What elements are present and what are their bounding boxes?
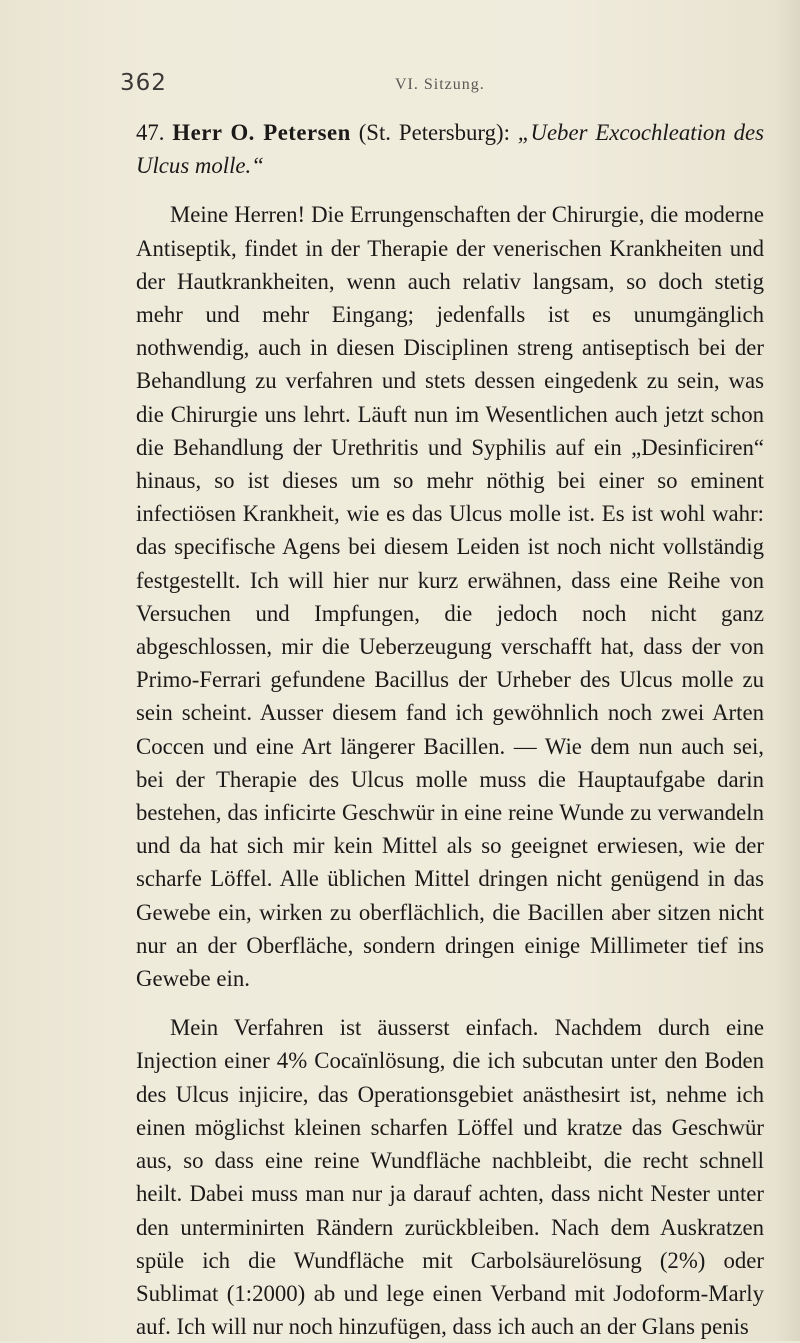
running-head: VI. Sitzung. [395,76,485,93]
page-header [120,70,690,100]
article-number: 47. [136,120,165,145]
page-body [136,116,764,1343]
heading-spacer [136,182,764,198]
speaker-city: (St. Petersburg): [358,120,510,145]
speaker-name: Herr O. Petersen [172,120,351,145]
page-number: 362 [120,70,167,96]
body-paragraph: Mein Verfahren ist äusserst einfach. Nachdem durch eine Injection einer 4% Cocaïnlösung, die ich subcutan unter den Boden des Ulcus injicire, das Operationsgebiet anästhesirt ist, nehme ich einen möglichst kleinen scharfen Löffel und kratze das Geschwür aus, so dass eine reine Wundfläche nachbleibt, die recht schnell heilt. Dabei muss man nur ja darauf achten, dass nicht Nester unter den unterminirten Rändern zurückbleiben. Nach dem Auskratzen spüle ich die Wundfläche mit Carbolsäurelösung (2%) oder Sublimat (1:2000) ab und lege einen Verband mit Jodoform-Marly auf. Ich will nur noch hinzufügen, dass ich auch an der Glans penis [136,1015,764,1340]
body-paragraph: Meine Herren! Die Errungenschaften der Chirurgie, die moderne Antiseptik, findet in der Therapie der venerischen Krankheiten und der Hautkrankheiten, wenn auch relativ langsam, so doch stetig mehr und mehr Eingang; jedenfalls ist es unumgänglich nothwendig, auch in diesen Disciplinen streng antiseptisch bei der Behandlung zu verfahren und stets dessen eingedenk zu sein, was die Chirurgie uns lehrt. Läuft nun im Wesentlichen auch jetzt schon die Behandlung der Urethritis und Syphilis auf ein „Desinficiren“ hinaus, so ist dieses um so mehr nöthig bei einer so eminent infectiösen Krankheit, wie es das Ulcus molle ist. Es ist wohl wahr: das specifische Agens bei diesem Leiden ist noch nicht vollständig festgestellt. Ich will hier nur kurz erwähnen, dass eine Reihe von Versuchen und Impfungen, die jedoch noch nicht ganz abgeschlossen, mir die Ueberzeugung verschafft hat, dass der von Primo-Ferrari gefundene Bacillus der Urheber des Ulcus molle zu sein scheint. Ausser diesem fand ich gewöhnlich noch zwei Arten Coccen und eine Art längerer Bacillen. — Wie dem nun auch sei, bei der Therapie des Ulcus molle muss die Hauptaufgabe darin bestehen, das inficirte Geschwür in eine reine Wunde zu verwandeln und da hat sich mir kein Mittel als so geeignet erwiesen, wie der scharfe Löffel. Alle üblichen Mittel dringen nicht genügend in das Gewebe ein, wirken zu oberflächlich, die Bacillen aber sitzen nicht nur an der Oberfläche, sondern dringen einige Millimeter tief ins Gewebe ein. [136,202,764,992]
article-subject-continued: des Ulcus molle.“ [136,120,765,179]
page-edge-shadow [775,0,800,1341]
article-subject: „Ueber Excochleation [517,120,726,145]
article-heading [136,116,764,182]
paragraph-spacer [136,995,764,1011]
